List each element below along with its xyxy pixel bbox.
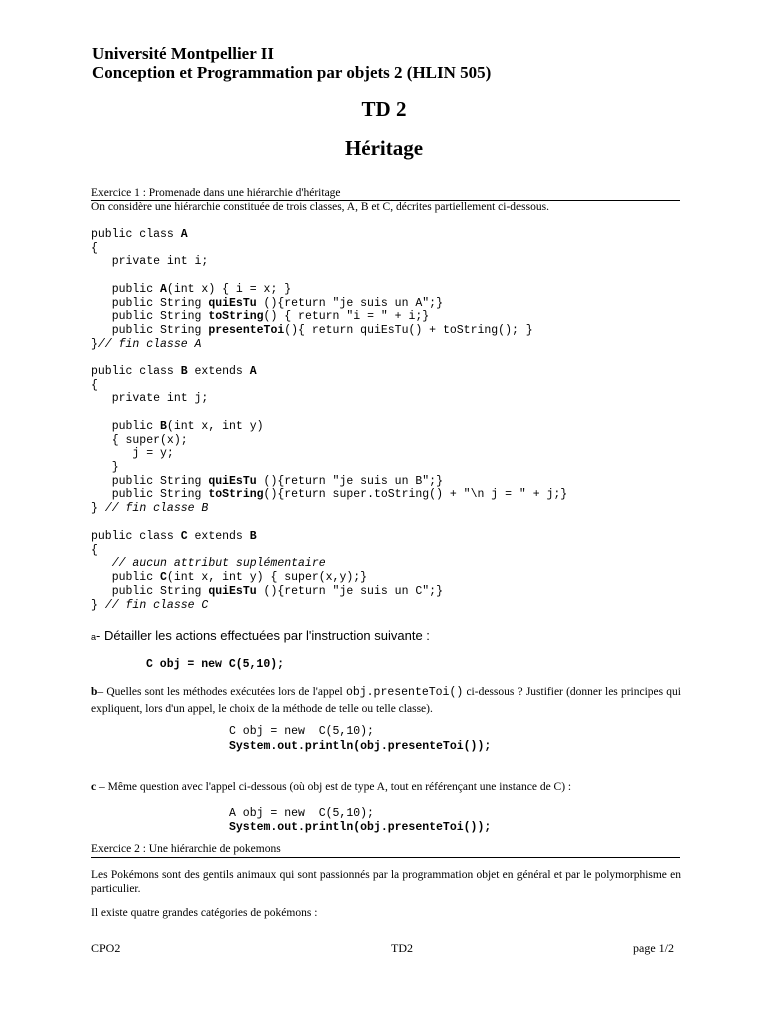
question-a-label: a <box>91 632 97 642</box>
question-c: c – Même question avec l'appel ci-dessous (où obj est de type A, tout en référençant une instance de C) : <box>91 781 572 793</box>
course-title: Conception et Programmation par objets 2 (HLIN 505) <box>92 63 492 82</box>
university-name: Université Montpellier II <box>92 44 274 63</box>
code-class-c: public class C extends B { // aucun attribut suplémentaire public C(int x, int y) { super(x,y);} public String quiEsTu (){return "je suis un C";} } // fin classe C <box>91 530 443 612</box>
code-class-b: public class B extends A { private int j; public B(int x, int y) { super(x); j = y; } public String quiEsTu (){return "je suis un B";} public String toString(){return super.toString() + "\n j = " + j;} } // fin classe B <box>91 365 568 516</box>
exercise2-divider <box>91 857 680 858</box>
question-b-label: b <box>91 686 98 698</box>
td-title: TD 2 <box>361 97 407 121</box>
exercise1-title: Exercice 1 : Promenade dans une hiérarchie d'héritage <box>91 187 341 199</box>
footer-course: CPO2 <box>91 941 121 955</box>
question-c-label: c <box>91 781 97 793</box>
code-class-a: public class A { private int i; public A(int x) { i = x; } public String quiEsTu (){return "je suis un A";} public String toString() { return "i = " + i;} public String presenteToi(){ return quiEsTu() + toString(); } }// fin classe A <box>91 228 533 351</box>
exercise2-paragraph-1: Les Pokémons sont des gentils animaux qui sont passionnés par la programmation objet en général et par le polymorphisme en particulier. <box>91 869 681 895</box>
footer-td: TD2 <box>391 941 413 955</box>
question-c-code-line2: System.out.println(obj.presenteToi()); <box>229 821 492 834</box>
question-c-code-line1: A obj = new C(5,10); <box>229 807 374 820</box>
question-b: b– Quelles sont les méthodes exécutées lors de l'appel obj.presenteToi() ci-dessous ? Justifier (donner les principes qui expliquent, lors d'un appel, le choix de la méthode de telle ou telle classe). <box>91 686 682 715</box>
question-b-code-line1: C obj = new C(5,10); <box>229 725 374 738</box>
subject-title: Héritage <box>344 136 424 160</box>
exercise1-intro: On considère une hiérarchie constituée de trois classes, A, B et C, décrites partiellement ci-dessous. <box>91 201 549 213</box>
question-b-code-line2: System.out.println(obj.presenteToi()); <box>229 740 492 753</box>
question-a-code: C obj = new C(5,10); <box>146 658 285 671</box>
question-a: a- Détailler les actions effectuées par l'instruction suivante : <box>91 628 430 643</box>
exercise2-title: Exercice 2 : Une hiérarchie de pokemons <box>91 843 281 855</box>
footer-page-number: page 1/2 <box>633 941 674 955</box>
exercise2-paragraph-2: Il existe quatre grandes catégories de pokémons : <box>91 907 318 919</box>
